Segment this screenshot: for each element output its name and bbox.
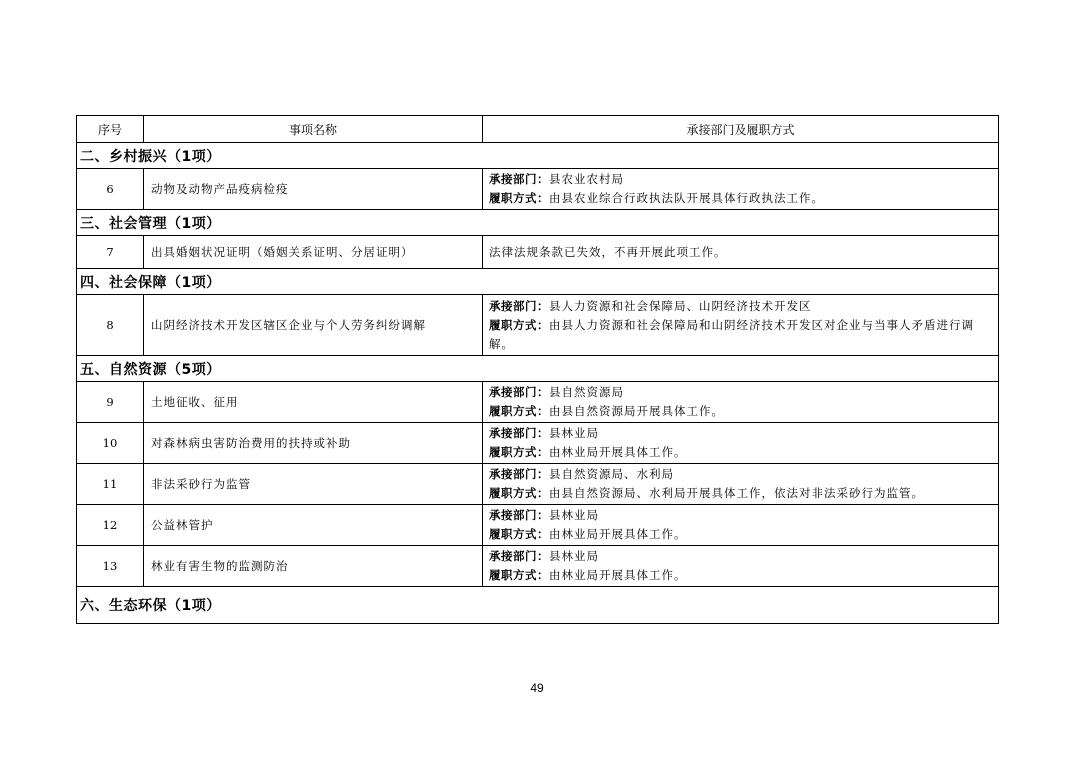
method-value: 由县自然资源局开展具体工作。 <box>549 404 724 418</box>
item-department-cell <box>483 382 999 423</box>
item-name: 山阴经济技术开发区辖区企业与个人劳务纠纷调解 <box>144 295 483 356</box>
item-number: 9 <box>77 382 144 423</box>
method-label: 履职方式： <box>489 404 549 418</box>
page-number: 49 <box>530 681 544 695</box>
method-line <box>489 566 992 585</box>
section-title: 六、生态环保（1项） <box>77 587 999 624</box>
item-number: 6 <box>77 169 144 210</box>
item-number: 10 <box>77 423 144 464</box>
department-value: 县自然资源局、水利局 <box>549 467 674 481</box>
method-value: 由林业局开展具体工作。 <box>549 568 687 582</box>
section-row <box>77 356 999 382</box>
item-name: 土地征收、征用 <box>144 382 483 423</box>
department-line <box>489 424 992 443</box>
item-name: 非法采砂行为监管 <box>144 464 483 505</box>
method-label: 履职方式： <box>489 568 549 582</box>
method-label: 履职方式： <box>489 486 549 500</box>
header-number: 序号 <box>77 116 144 143</box>
department-label: 承接部门： <box>489 385 549 399</box>
method-value: 由林业局开展具体工作。 <box>549 527 687 541</box>
method-line <box>489 316 992 354</box>
method-value: 由县人力资源和社会保障局和山阴经济技术开发区对企业与当事人矛盾进行调解。 <box>489 317 974 351</box>
department-value: 县自然资源局 <box>549 385 624 399</box>
item-number: 11 <box>77 464 144 505</box>
item-department-cell <box>483 464 999 505</box>
method-label: 履职方式： <box>489 527 549 541</box>
item-number: 12 <box>77 505 144 546</box>
department-label: 承接部门： <box>489 172 549 186</box>
method-line <box>489 443 992 462</box>
table-row <box>77 295 999 356</box>
department-line <box>489 383 992 402</box>
method-label: 履职方式： <box>489 191 549 205</box>
section-title: 二、乡村振兴（1项） <box>77 143 999 169</box>
document-table <box>76 115 999 624</box>
department-line <box>489 297 992 316</box>
table-row <box>77 505 999 546</box>
department-value: 县人力资源和社会保障局、山阴经济技术开发区 <box>549 298 812 313</box>
department-value: 县林业局 <box>549 549 599 563</box>
item-name: 公益林管护 <box>144 505 483 546</box>
method-label: 履职方式： <box>489 445 549 459</box>
section-title: 四、社会保障（1项） <box>77 269 999 295</box>
section-row <box>77 210 999 236</box>
method-line <box>489 189 992 208</box>
item-number: 8 <box>77 295 144 356</box>
section-row <box>77 269 999 295</box>
section-row <box>77 143 999 169</box>
table-row <box>77 382 999 423</box>
item-department-cell <box>483 423 999 464</box>
item-number: 7 <box>77 236 144 269</box>
department-line <box>489 170 992 189</box>
department-line <box>489 465 992 484</box>
method-value: 由县自然资源局、水利局开展具体工作，依法对非法采砂行为监管。 <box>549 486 924 500</box>
item-department-cell <box>483 505 999 546</box>
table-header-row <box>77 116 999 143</box>
item-department-cell <box>483 295 999 356</box>
method-value: 由林业局开展具体工作。 <box>549 445 687 459</box>
department-label: 承接部门： <box>489 467 549 481</box>
section-row <box>77 587 999 624</box>
table-row <box>77 423 999 464</box>
table-row <box>77 464 999 505</box>
department-label: 承接部门： <box>489 298 549 313</box>
method-line <box>489 484 992 503</box>
table-row <box>77 169 999 210</box>
item-name: 出具婚姻状况证明（婚姻关系证明、分居证明） <box>144 236 483 269</box>
header-item-name: 事项名称 <box>144 116 483 143</box>
item-name: 动物及动物产品疫病检疫 <box>144 169 483 210</box>
method-line <box>489 402 992 421</box>
department-value: 县林业局 <box>549 426 599 440</box>
department-line <box>489 506 992 525</box>
item-name: 林业有害生物的监测防治 <box>144 546 483 587</box>
item-department-cell <box>483 546 999 587</box>
item-number: 13 <box>77 546 144 587</box>
section-title: 五、自然资源（5项） <box>77 356 999 382</box>
method-line <box>489 525 992 544</box>
header-department: 承接部门及履职方式 <box>483 116 999 143</box>
method-label: 履职方式： <box>489 317 549 332</box>
department-label: 承接部门： <box>489 508 549 522</box>
method-value: 由县农业综合行政执法队开展具体行政执法工作。 <box>549 191 824 205</box>
section-title: 三、社会管理（1项） <box>77 210 999 236</box>
item-department-cell <box>483 169 999 210</box>
department-value: 县林业局 <box>549 508 599 522</box>
item-note: 法律法规条款已失效，不再开展此项工作。 <box>483 236 999 269</box>
table-row <box>77 236 999 269</box>
department-line <box>489 547 992 566</box>
item-name: 对森林病虫害防治费用的扶持或补助 <box>144 423 483 464</box>
department-label: 承接部门： <box>489 426 549 440</box>
table-row <box>77 546 999 587</box>
department-value: 县农业农村局 <box>549 172 624 186</box>
department-label: 承接部门： <box>489 549 549 563</box>
